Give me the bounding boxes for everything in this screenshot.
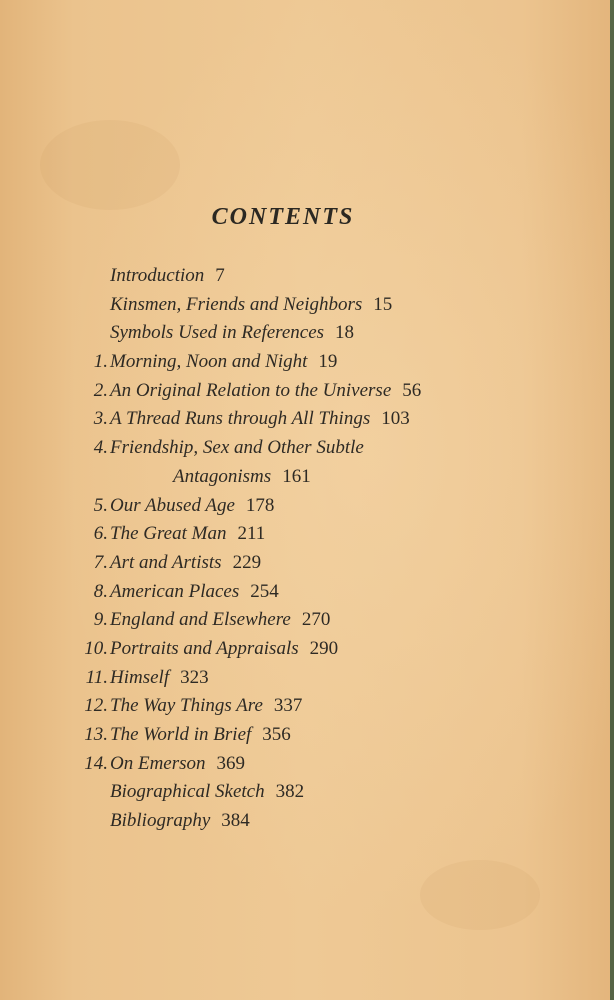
chapter-number: 14. xyxy=(84,752,108,774)
chapter-number: 2. xyxy=(93,379,108,401)
chapter-title xyxy=(110,606,330,634)
chapter-title-text: Symbols Used in References xyxy=(110,322,325,344)
chapter-title-text: England and Elsewhere xyxy=(110,609,291,631)
table-of-contents xyxy=(0,262,614,836)
chapter-title xyxy=(110,520,265,548)
page-number: 337 xyxy=(273,695,303,717)
toc-entry xyxy=(0,721,614,750)
chapter-title-text: Introduction xyxy=(110,265,205,286)
page-number: 323 xyxy=(180,666,209,688)
page-number: 290 xyxy=(309,637,339,659)
chapter-title-text: A Thread Runs through All Things xyxy=(110,408,371,430)
chapter-title-text: The World in Brief xyxy=(110,724,252,746)
chapter-number: 10. xyxy=(84,637,108,659)
chapter-title-text: Biographical Sketch xyxy=(110,781,265,803)
page-number: 18 xyxy=(335,322,355,344)
page-number: 7 xyxy=(215,265,225,286)
chapter-title xyxy=(110,262,225,290)
chapter-title-text: Friendship, Sex and Other Subtle xyxy=(110,437,364,459)
toc-entry xyxy=(0,262,614,291)
chapter-number: 3. xyxy=(93,408,108,430)
chapter-title xyxy=(110,348,337,376)
chapter-title xyxy=(110,291,392,319)
toc-entry xyxy=(0,377,614,406)
chapter-title xyxy=(110,721,291,749)
toc-entry xyxy=(0,606,614,635)
page-number: 161 xyxy=(282,465,311,487)
contents-heading: CONTENTS xyxy=(211,204,355,230)
paper-stain xyxy=(40,120,180,210)
chapter-title xyxy=(110,807,250,835)
chapter-title xyxy=(110,664,209,692)
chapter-number: 9. xyxy=(93,609,108,631)
page-number: 56 xyxy=(402,379,422,401)
chapter-title-text: Portraits and Appraisals xyxy=(110,637,299,659)
chapter-title-continued-text: Antagonisms xyxy=(173,465,272,487)
chapter-title xyxy=(110,377,421,405)
toc-entry xyxy=(0,692,614,721)
chapter-title-text: Art and Artists xyxy=(110,551,222,573)
chapter-title-text: Bibliography xyxy=(110,810,211,832)
chapter-title-text: The Way Things Are xyxy=(110,695,263,717)
chapter-number: 11. xyxy=(85,666,108,688)
chapter-title-text: Himself xyxy=(110,666,170,688)
chapter-number: 8. xyxy=(93,580,108,602)
page-number: 254 xyxy=(250,580,279,602)
chapter-number: 1. xyxy=(93,351,108,373)
chapter-number: 12. xyxy=(84,695,108,717)
page-number: 103 xyxy=(381,408,410,430)
page-number: 384 xyxy=(221,810,250,832)
toc-entry xyxy=(0,664,614,693)
toc-entry xyxy=(0,291,614,320)
chapter-title-text: Morning, Noon and Night xyxy=(110,351,308,373)
chapter-title xyxy=(110,635,338,663)
chapter-number: 4. xyxy=(93,437,108,459)
toc-entry xyxy=(0,319,614,348)
toc-entry xyxy=(0,520,614,549)
chapter-title-text: Kinsmen, Friends and Neighbors xyxy=(110,293,363,315)
toc-entry xyxy=(0,549,614,578)
paper-stain xyxy=(420,860,540,930)
page-number: 369 xyxy=(216,752,246,774)
chapter-title xyxy=(110,692,302,720)
chapter-title xyxy=(110,405,410,433)
chapter-title-continued xyxy=(173,463,311,491)
chapter-title-text: American Places xyxy=(110,580,240,602)
page-number: 211 xyxy=(237,523,266,545)
toc-entry xyxy=(0,434,614,491)
chapter-title-text: Our Abused Age xyxy=(110,494,235,516)
chapter-title xyxy=(110,549,261,577)
chapter-title xyxy=(110,778,304,806)
toc-entry xyxy=(0,405,614,434)
chapter-number: 13. xyxy=(84,724,108,746)
chapter-title xyxy=(110,434,364,462)
chapter-title xyxy=(110,750,245,778)
page-number: 229 xyxy=(232,551,262,573)
page-number: 270 xyxy=(301,609,331,631)
page-number: 382 xyxy=(275,781,305,803)
toc-entry xyxy=(0,778,614,807)
chapter-title xyxy=(110,492,274,520)
chapter-title xyxy=(110,319,354,347)
toc-entry xyxy=(0,578,614,607)
toc-entry xyxy=(0,750,614,779)
chapter-number: 6. xyxy=(93,523,108,545)
toc-entry xyxy=(0,635,614,664)
page-number: 178 xyxy=(245,494,275,516)
toc-entry xyxy=(0,348,614,377)
page-edge xyxy=(610,0,614,1000)
chapter-title-text: An Original Relation to the Universe xyxy=(110,379,392,401)
chapter-number: 7. xyxy=(93,551,108,573)
toc-entry xyxy=(0,492,614,521)
page-number: 356 xyxy=(262,724,291,746)
page-number: 15 xyxy=(373,293,393,315)
chapter-title-text: The Great Man xyxy=(110,523,227,545)
toc-entry xyxy=(0,807,614,836)
chapter-number: 5. xyxy=(93,494,108,516)
chapter-title-text: On Emerson xyxy=(110,752,206,774)
chapter-title xyxy=(110,578,279,606)
page-number: 19 xyxy=(318,351,338,373)
